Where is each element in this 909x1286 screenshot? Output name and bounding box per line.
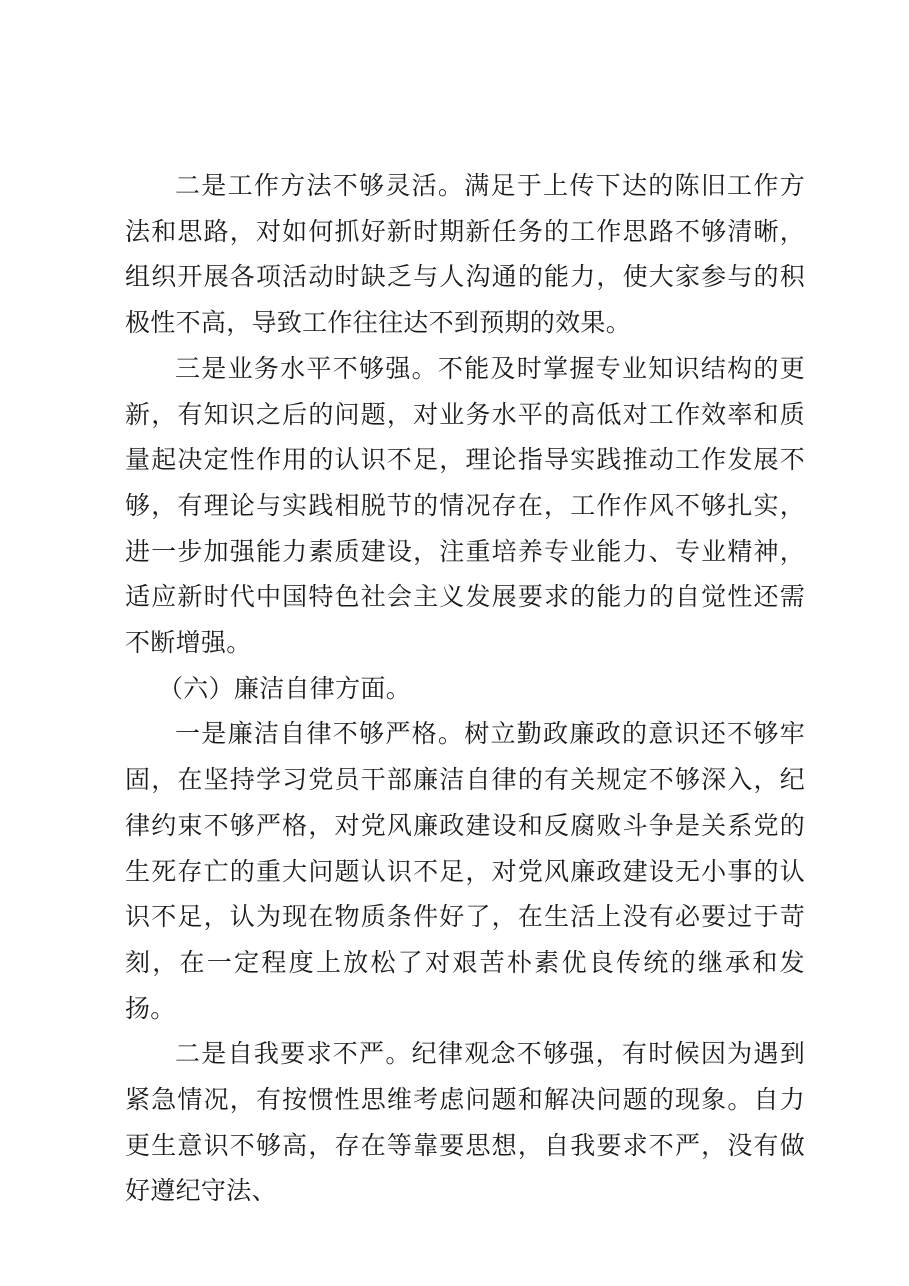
section-heading-integrity: （六）廉洁自律方面。 (158, 673, 412, 703)
paragraph-business-level: 三是业务水平不够强。不能及时掌握专业知识结构的更新，有知识之后的问题，对业务水平的高低对工作效率和质量起决定性作用的认识不足，理论指导实践推动工作发展不够，有理论与实践相脱节的情况存在，工作作风不够扎实，进一步加强能力素质建设，注重培养专业能力、专业精神，适应新时代中国特色社会主义发展要求的能力的自觉性还需不断增强。 (125, 353, 805, 658)
paragraph-self-requirement: 二是自我要求不严。纪律观念不够强，有时候因为遇到紧急情况，有按惯性思维考虑问题和解决问题的现象。自力更生意识不够高，存在等靠要思想，自我要求不严，没有做好遵纪守法、 (125, 1039, 805, 1206)
paragraph-work-method: 二是工作方法不够灵活。满足于上传下达的陈旧工作方法和思路，对如何抓好新时期新任务的工作思路不够清晰，组织开展各项活动时缺乏与人沟通的能力，使大家参与的积极性不高，导致工作往往达不到预期的效果。 (125, 171, 805, 338)
paragraph-integrity-discipline: 一是廉洁自律不够严格。树立勤政廉政的意识还不够牢固，在坚持学习党员干部廉洁自律的有关规定不够深入，纪律约束不够严格，对党风廉政建设和反腐败斗争是关系党的生死存亡的重大问题认识不足，对党风廉政建设无小事的认识不足，认为现在物质条件好了，在生活上没有必要过于苛刻，在一定程度上放松了对艰苦朴素优良传统的继承和发扬。 (125, 719, 805, 1023)
document-body (125, 163, 805, 1214)
